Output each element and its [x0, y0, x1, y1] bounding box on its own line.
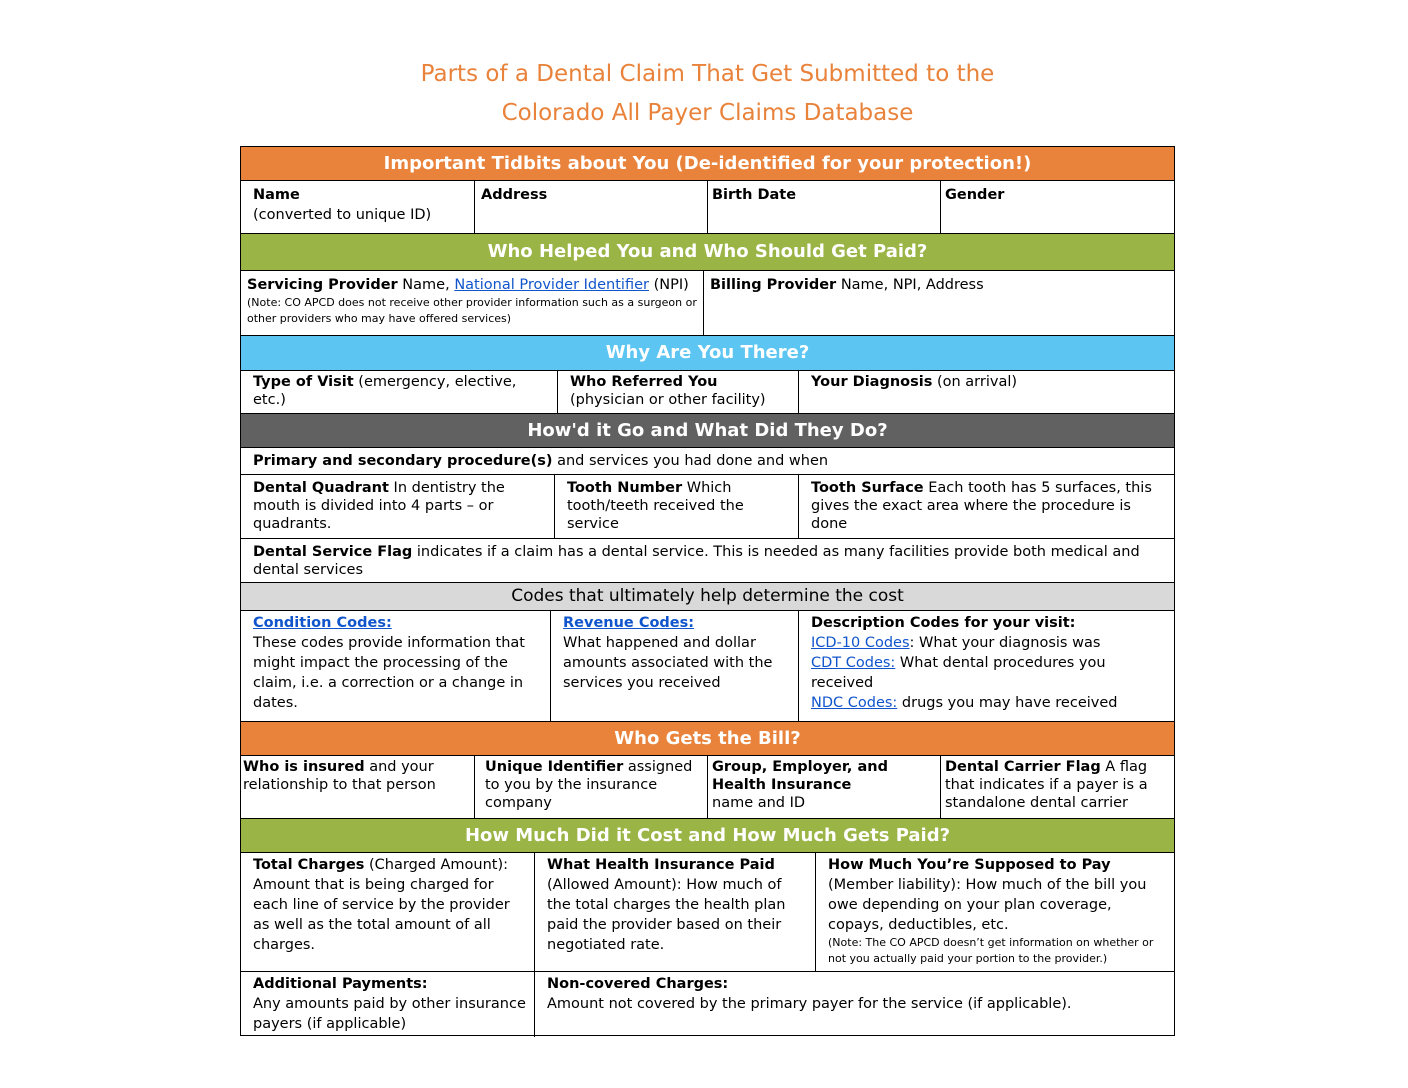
ndc-text: drugs you may have received	[897, 695, 1118, 711]
icd-text: : What your diagnosis was	[909, 635, 1101, 651]
cell-your-diagnosis	[798, 371, 1174, 413]
cell-insurance-paid	[534, 853, 815, 971]
address-label: Address	[481, 187, 548, 203]
tooth-number-text: Which tooth/teeth received the service	[567, 480, 744, 532]
ndc-line	[811, 693, 1168, 713]
cell-total-charges	[241, 853, 534, 971]
page-title-line1: Parts of a Dental Claim That Get Submitted to the	[420, 61, 995, 87]
referred-text: (physician or other facility)	[570, 392, 766, 408]
row-dental-details	[241, 475, 1174, 539]
insurance-paid-text: (Allowed Amount): How much of the total charges the health plan paid the provider based on their negotiated rate.	[547, 877, 786, 953]
ndc-link[interactable]: NDC Codes:	[811, 695, 898, 711]
claim-parts-table	[240, 146, 1175, 1036]
section-header-why: Why Are You There?	[241, 336, 1174, 371]
service-flag-text: indicates if a claim has a dental service. This is needed as many facilities provide both medical and dental services	[253, 544, 1140, 578]
row-why	[241, 371, 1174, 414]
condition-codes-text: These codes provide information that might impact the processing of the claim, i.e. a correction or a change in dates.	[253, 635, 525, 711]
additional-payments-text: Any amounts paid by other insurance payers (if applicable)	[253, 996, 526, 1032]
cell-procedures	[241, 448, 1174, 474]
you-pay-label: How Much You’re Supposed to Pay	[828, 857, 1111, 873]
cell-dental-carrier-flag	[940, 756, 1174, 818]
non-covered-text: Amount not covered by the primary payer for the service (if applicable).	[547, 996, 1072, 1012]
servicing-text-2: (NPI)	[648, 277, 689, 293]
section-header-helped: Who Helped You and Who Should Get Paid?	[241, 234, 1174, 271]
carrier-text: A flag that indicates if a payer is a standalone dental carrier	[945, 759, 1148, 811]
servicing-provider-label: Servicing Provider	[247, 277, 398, 293]
cell-birth-date	[707, 181, 940, 233]
total-charges-label: Total Charges	[253, 857, 365, 873]
billing-text: Name, NPI, Address	[836, 277, 984, 293]
cell-who-referred	[557, 371, 798, 413]
cell-gender	[940, 181, 1174, 233]
insured-label: Who is insured	[243, 759, 365, 775]
cell-description-codes	[798, 611, 1174, 721]
section-header-codes: Codes that ultimately help determine the cost	[241, 583, 1174, 611]
group-label: Group, Employer, and Health Insurance	[712, 759, 888, 793]
description-codes-label: Description Codes for your visit:	[811, 615, 1076, 631]
cell-type-of-visit	[241, 371, 557, 413]
group-text: name and ID	[712, 795, 806, 811]
cdt-line	[811, 653, 1168, 693]
cell-tooth-surface	[798, 475, 1174, 538]
revenue-codes-text: What happened and dollar amounts associated with the services you received	[563, 635, 773, 691]
row-you	[241, 181, 1174, 234]
uid-text: assigned to you by the insurance company	[485, 759, 693, 811]
cell-condition-codes	[241, 611, 550, 721]
name-desc: (converted to unique ID)	[253, 207, 432, 223]
row-bill	[241, 756, 1174, 819]
tooth-surface-label: Tooth Surface	[811, 480, 924, 496]
procedures-label: Primary and secondary procedure(s)	[253, 453, 553, 469]
insured-text: and your relationship to that person	[243, 759, 436, 793]
additional-payments-label: Additional Payments:	[253, 976, 428, 992]
cell-dental-service-flag	[241, 539, 1174, 582]
billing-provider-label: Billing Provider	[710, 277, 837, 293]
servicing-text-1: Name,	[397, 277, 455, 293]
servicing-note: (Note: CO APCD does not receive other provider information such as a surgeon or other providers who may have offered services)	[247, 296, 697, 325]
row-dental-service-flag	[241, 539, 1174, 583]
you-pay-note: (Note: The CO APCD doesn’t get information on whether or not you actually paid your portion to the provider.)	[828, 936, 1154, 965]
cell-tooth-number	[554, 475, 798, 538]
row-helped	[241, 271, 1174, 336]
cell-dental-quadrant	[241, 475, 554, 538]
cell-additional-payments	[241, 972, 534, 1037]
cell-name	[241, 181, 474, 233]
gender-label: Gender	[945, 187, 1005, 203]
cdt-link[interactable]: CDT Codes:	[811, 655, 896, 671]
quadrant-text: In dentistry the mouth is divided into 4 parts – or quadrants.	[253, 480, 505, 532]
cell-address	[474, 181, 707, 233]
total-charges-text: (Charged Amount): Amount that is being charged for each line of service by the provider as well as the total amount of all charges.	[253, 857, 510, 953]
section-header-bill: Who Gets the Bill?	[241, 722, 1174, 756]
section-header-cost: How Much Did it Cost and How Much Gets Paid?	[241, 819, 1174, 853]
uid-label: Unique Identifier	[485, 759, 624, 775]
tooth-number-label: Tooth Number	[567, 480, 683, 496]
procedures-text: and services you had done and when	[552, 453, 829, 469]
diagnosis-text: (on arrival)	[932, 374, 1018, 390]
non-covered-label: Non-covered Charges:	[547, 976, 729, 992]
npi-link[interactable]: National Provider Identifier	[454, 277, 649, 293]
section-header-you: Important Tidbits about You (De-identified for your protection!)	[241, 147, 1174, 181]
carrier-label: Dental Carrier Flag	[945, 759, 1101, 775]
tooth-surface-text: Each tooth has 5 surfaces, this gives the exact area where the procedure is done	[811, 480, 1152, 532]
service-flag-label: Dental Service Flag	[253, 544, 413, 560]
row-payments	[241, 972, 1174, 1037]
cell-you-pay	[815, 853, 1174, 971]
diagnosis-label: Your Diagnosis	[811, 374, 933, 390]
cell-billing-provider	[703, 271, 1174, 335]
cell-group-employer	[707, 756, 940, 818]
icd-10-link[interactable]: ICD-10 Codes	[811, 635, 910, 651]
icd-line	[811, 633, 1168, 653]
cell-servicing-provider	[241, 271, 703, 335]
insurance-paid-label: What Health Insurance Paid	[547, 857, 775, 873]
cell-revenue-codes	[550, 611, 798, 721]
page-title-line2: Colorado All Payer Claims Database	[501, 100, 914, 126]
you-pay-text: (Member liability): How much of the bill you owe depending on your plan coverage, copays, deductibles, etc.	[828, 877, 1147, 933]
quadrant-label: Dental Quadrant	[253, 480, 389, 496]
cell-unique-identifier	[474, 756, 707, 818]
visit-label: Type of Visit	[253, 374, 354, 390]
birth-date-label: Birth Date	[712, 187, 797, 203]
cell-who-is-insured	[241, 756, 474, 818]
referred-label: Who Referred You	[570, 374, 718, 390]
revenue-codes-link[interactable]: Revenue Codes:	[563, 615, 695, 631]
condition-codes-link[interactable]: Condition Codes:	[253, 615, 392, 631]
row-cost	[241, 853, 1174, 972]
section-header-how: How'd it Go and What Did They Do?	[241, 414, 1174, 448]
cell-non-covered-charges	[534, 972, 1174, 1037]
cdt-text: What dental procedures you received	[811, 655, 1106, 691]
row-procedures	[241, 448, 1174, 475]
name-label: Name	[253, 187, 300, 203]
visit-text: (emergency, elective, etc.)	[253, 374, 517, 408]
row-codes	[241, 611, 1174, 722]
